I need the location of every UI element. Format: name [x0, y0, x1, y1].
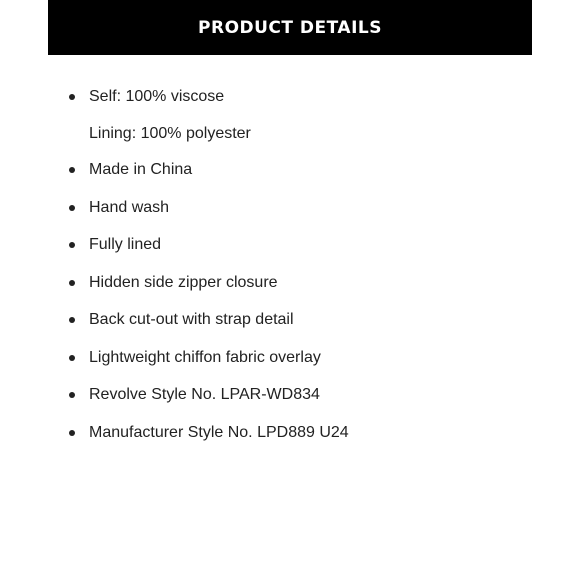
- detail-item: [89, 86, 224, 108]
- bullet-icon: [69, 242, 75, 248]
- detail-item: [89, 347, 321, 369]
- detail-text: Manufacturer Style No. LPD889 U24: [89, 424, 349, 441]
- detail-text: Lightweight chiffon fabric overlay: [89, 349, 321, 366]
- detail-item: [89, 272, 278, 294]
- detail-item: [89, 422, 349, 444]
- detail-text: Made in China: [89, 161, 193, 178]
- bullet-icon: [69, 280, 75, 286]
- detail-item: [89, 234, 161, 256]
- bullet-icon: [69, 317, 75, 323]
- detail-text: Fully lined: [89, 236, 162, 253]
- bullet-icon: [69, 94, 75, 100]
- bullet-icon: [69, 430, 75, 436]
- detail-item: [89, 197, 169, 219]
- detail-text: Self: 100% viscose: [89, 88, 225, 105]
- detail-item: [89, 159, 192, 181]
- detail-text: Hidden side zipper closure: [89, 274, 278, 291]
- detail-text: Hand wash: [89, 199, 170, 216]
- bullet-icon: [69, 355, 75, 361]
- detail-text: Revolve Style No. LPAR-WD834: [89, 386, 320, 403]
- bullet-icon: [69, 167, 75, 173]
- bullet-icon: [69, 392, 75, 398]
- detail-item: [89, 309, 294, 331]
- detail-text: Back cut-out with strap detail: [89, 311, 294, 328]
- detail-text: Lining: 100% polyester: [89, 125, 251, 142]
- detail-item-continuation: [89, 123, 251, 145]
- header-title: PRODUCT DETAILS: [198, 17, 382, 38]
- bullet-icon: [69, 205, 75, 211]
- detail-item: [89, 384, 320, 406]
